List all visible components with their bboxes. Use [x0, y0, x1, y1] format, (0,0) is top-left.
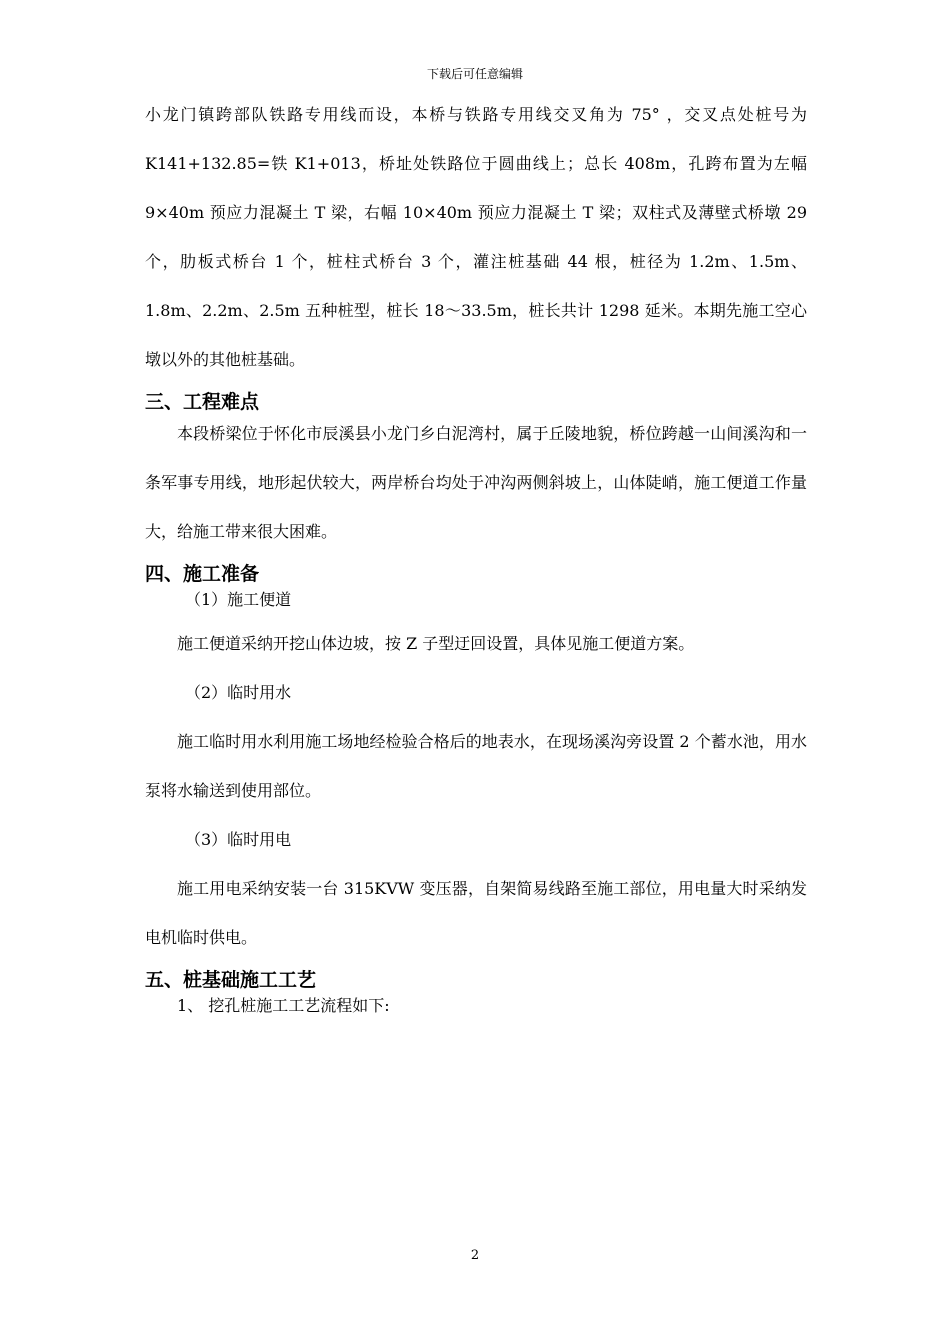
section-heading-difficulties: 三、工程难点 — [145, 391, 260, 413]
difficulties-paragraph: 本段桥梁位于怀化市辰溪县小龙门乡白泥湾村，属于丘陵地貌，桥位跨越一山间溪沟和一条军事专用线，地形起伏较大，两岸桥台均处于冲沟两侧斜坡上，山体陡峭，施工便道工作量大，给施工带来很大困难。 — [145, 424, 807, 541]
section-heading-preparation: 四、施工准备 — [145, 563, 260, 585]
prep-item-access-road-title: （1）施工便道 — [185, 590, 292, 609]
prep-item-water-text: 施工临时用水利用施工场地经检验合格后的地表水，在现场溪沟旁设置 2 个蓄水池，用水泵将水输送到使用部位。 — [145, 732, 807, 800]
page-header: 下载后可任意编辑 — [426, 67, 523, 81]
section-heading-pile-foundation: 五、桩基础施工工艺 — [145, 969, 317, 991]
pile-process-item: 1、 挖孔桩施工工艺流程如下: — [177, 996, 390, 1015]
page-number: 2 — [470, 1248, 480, 1263]
prep-item-water-title: （2）临时用水 — [185, 683, 292, 702]
prep-item-power-text: 施工用电采纳安装一台 315KVW 变压器，自架简易线路至施工部位，用电量大时采纳发电机临时供电。 — [145, 879, 807, 947]
intro-paragraph: 小龙门镇跨部队铁路专用线而设，本桥与铁路专用线交叉角为 75° ，交叉点处桩号为 K141+132.85=铁 K1+013，桥址处铁路位于圆曲线上；总长 408m，孔跨布置为左幅 9×40m 预应力混凝土 T 梁，右幅 10×40m 预应力混凝土 T 梁；双柱式及薄壁式桥墩 29 个，肋板式桥台 1 个，桩柱式桥台 3 个，灌注桩基础 44 根，桩径为 1.2m、1.5m、1.8m、2.2m、2.5m 五种桩型，桩长 18～33.5m，桩长共计 1298 延米。本期先施工空心墩以外的其他桩基础。 — [145, 105, 807, 369]
prep-item-access-road-text: 施工便道采纳开挖山体边坡，按 Z 子型迂回设置，具体见施工便道方案。 — [177, 634, 695, 653]
prep-item-power-title: （3）临时用电 — [185, 830, 292, 849]
document-body — [145, 90, 807, 1025]
